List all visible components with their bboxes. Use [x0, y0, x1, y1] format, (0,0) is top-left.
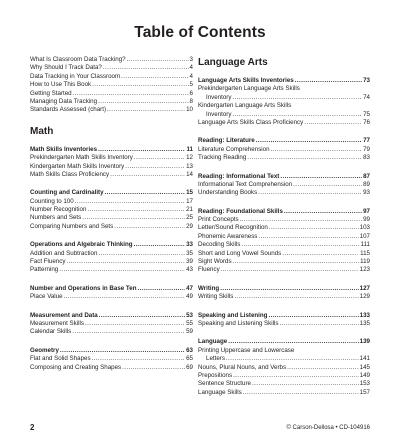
toc-entry-label: Letter/Sound Recognition: [198, 224, 268, 232]
toc-entry-label: Operations and Algebraic Thinking: [30, 241, 133, 249]
toc-leader-dots: [103, 64, 189, 72]
toc-entry-label: Printing Uppercase and Lowercase: [198, 346, 295, 354]
toc-entry-page: 89: [363, 180, 370, 188]
toc-entry-label: Counting and Cardinality: [30, 189, 104, 197]
toc-group: [198, 137, 370, 162]
toc-entry-page: 74: [363, 93, 370, 101]
toc-entry-page: 17: [186, 197, 193, 205]
toc-entry-label: Inventory: [206, 93, 232, 101]
toc-entry-page: 29: [186, 222, 193, 230]
toc-entry-page: 87: [363, 172, 370, 180]
toc-entry: [30, 90, 193, 98]
toc-entry: [198, 293, 370, 301]
toc-entry: [198, 320, 370, 328]
toc-entry: [30, 171, 193, 179]
toc-entry: [30, 73, 193, 81]
toc-intro-group: [30, 56, 193, 115]
toc-entry-page: 153: [359, 380, 370, 388]
toc-entry-page: 5: [189, 81, 193, 89]
toc-entry: [30, 56, 193, 64]
toc-entry-label: Comparing Numbers and Sets: [30, 222, 114, 230]
toc-entry: [198, 208, 370, 216]
toc-entry-page: 15: [186, 189, 193, 197]
toc-leader-dots: [243, 389, 359, 397]
toc-entry-label: Flat and Solid Shapes: [30, 355, 91, 363]
toc-entry: [198, 389, 370, 397]
toc-entry: [30, 285, 193, 293]
toc-entry: [30, 223, 193, 231]
toc-entry-page: 4: [189, 72, 193, 80]
toc-entry-label: Prekindergarten Math Skills Inventory: [30, 154, 133, 162]
toc-entry-label: Tracking Reading: [198, 154, 247, 162]
toc-entry-label: Understanding Books: [198, 189, 258, 197]
toc-entry-label: Numbers and Sets: [30, 214, 82, 222]
toc-entry: [198, 258, 370, 266]
toc-entry: [30, 198, 193, 206]
toc-group: [30, 312, 193, 337]
toc-entry-label: Language Arts Skills Class Proficiency: [198, 118, 304, 126]
right-column: [198, 56, 370, 407]
toc-leader-dots: [228, 338, 358, 346]
toc-entry-page: 65: [186, 355, 193, 363]
toc-leader-dots: [233, 258, 360, 266]
toc-entry-label: Language Arts Skills Inventories: [198, 77, 294, 84]
toc-leader-dots: [258, 189, 362, 197]
toc-entry-page: 157: [359, 388, 370, 396]
toc-entry-label: Composing and Creating Shapes: [30, 363, 122, 371]
toc-entry: [198, 94, 370, 102]
toc-leader-dots: [73, 90, 189, 98]
toc-entry: [198, 233, 370, 241]
toc-entry-label: Measurement and Data: [30, 311, 98, 319]
toc-entry-page: 43: [186, 266, 193, 274]
toc-entry: [198, 173, 370, 181]
toc-entry-page: 49: [186, 293, 193, 301]
toc-entry: [198, 189, 370, 197]
toc-leader-dots: [234, 293, 358, 301]
toc-leader-dots: [247, 154, 362, 162]
toc-entry: [198, 181, 370, 189]
toc-entry: [30, 355, 193, 363]
toc-leader-dots: [110, 171, 185, 179]
toc-entry-page: 35: [186, 249, 193, 257]
toc-entry-label: Inventory: [206, 110, 232, 118]
toc-entry-label: Sight Words: [198, 258, 232, 266]
toc-leader-dots: [75, 198, 185, 206]
toc-entry-page: 53: [186, 311, 193, 319]
toc-leader-dots: [98, 250, 185, 258]
toc-entry-page: 111: [360, 241, 370, 249]
toc-entry: [198, 102, 370, 110]
toc-leader-dots: [287, 364, 359, 372]
toc-group: [30, 241, 193, 275]
copyright-notice: © Carson-Dellosa • CD-104916: [286, 425, 370, 431]
toc-leader-dots: [98, 146, 185, 154]
toc-entry-label: Print Concepts: [198, 216, 239, 224]
toc-leader-dots: [280, 320, 359, 328]
toc-leader-dots: [134, 241, 186, 249]
toc-entry: [30, 328, 193, 336]
toc-entry-page: 10: [186, 106, 193, 114]
toc-leader-dots: [252, 380, 359, 388]
toc-entry-page: 11: [186, 145, 193, 153]
toc-entry-page: 77: [363, 137, 370, 145]
page-footer: [30, 423, 370, 433]
toc-entry-label: How to Use This Book: [30, 81, 92, 89]
toc-leader-dots: [122, 364, 185, 372]
toc-entry: [198, 372, 370, 380]
toc-entry-page: 63: [186, 346, 193, 354]
toc-entry-label: Number Recognition: [30, 206, 87, 214]
toc-entry: [30, 146, 193, 154]
toc-entry-label: Why Should I Track Data?: [30, 64, 102, 72]
toc-group: [198, 285, 370, 302]
toc-entry-label: Prekindergarten Language Arts Skills: [198, 85, 300, 93]
toc-group: [30, 189, 193, 231]
toc-leader-dots: [232, 111, 362, 119]
toc-leader-dots: [232, 94, 362, 102]
toc-entry-label: Writing: [198, 284, 220, 292]
toc-entry: [30, 241, 193, 249]
toc-entry: [198, 338, 370, 346]
toc-entry-page: 21: [186, 206, 193, 214]
toc-group: [30, 347, 193, 372]
toc-leader-dots: [59, 266, 185, 274]
toc-entry-page: 141: [359, 355, 370, 363]
toc-group: [30, 285, 193, 302]
toc-entry: [30, 154, 193, 162]
toc-entry-page: 12: [186, 154, 193, 162]
toc-leader-dots: [295, 77, 362, 85]
toc-group: [198, 173, 370, 198]
toc-entry-label: Sentence Structure: [198, 380, 251, 388]
toc-entry-page: 127: [359, 284, 370, 292]
toc-entry-label: Speaking and Listening Skills: [198, 319, 279, 327]
toc-leader-dots: [85, 320, 185, 328]
toc-entry: [30, 266, 193, 274]
toc-entry-page: 107: [359, 232, 370, 240]
toc-leader-dots: [240, 216, 363, 224]
toc-entry-label: Writing Skills: [198, 293, 234, 301]
toc-entry-page: 25: [186, 214, 193, 222]
toc-entry-page: 8: [189, 97, 193, 105]
left-column: [30, 56, 193, 382]
toc-entry: [198, 85, 370, 93]
toc-entry: [198, 347, 370, 355]
toc-entry: [198, 380, 370, 388]
toc-entry: [198, 355, 370, 363]
toc-group: [198, 338, 370, 397]
toc-entry-page: 103: [359, 224, 370, 232]
toc-entry-page: 33: [186, 241, 193, 249]
toc-entry-label: Calendar Skills: [30, 328, 72, 336]
toc-entry-label: Number and Operations in Base Ten: [30, 284, 137, 292]
toc-entry: [198, 285, 370, 293]
toc-entry-page: 75: [363, 110, 370, 118]
toc-entry-page: 123: [359, 266, 370, 274]
toc-group: [198, 208, 370, 275]
toc-entry-page: 14: [186, 170, 193, 178]
toc-entry: [30, 64, 193, 72]
toc-leader-dots: [125, 163, 185, 171]
toc-entry-label: Letters: [206, 355, 225, 363]
toc-entry: [198, 312, 370, 320]
toc-entry-page: 145: [359, 363, 370, 371]
toc-group: [198, 77, 370, 127]
toc-entry: [198, 154, 370, 162]
toc-entry-label: Getting Started: [30, 89, 72, 97]
toc-entry: [198, 216, 370, 224]
section-heading-language-arts: Language Arts: [198, 57, 268, 68]
toc-entry-page: 99: [363, 216, 370, 224]
toc-entry-label: Informational Text Comprehension: [198, 180, 293, 188]
toc-entry-label: Kindergarten Math Skills Inventory: [30, 162, 125, 170]
toc-entry-page: 73: [363, 77, 370, 84]
toc-entry: [30, 364, 193, 372]
toc-leader-dots: [284, 208, 362, 216]
toc-entry-page: 83: [363, 154, 370, 162]
toc-leader-dots: [66, 258, 185, 266]
toc-entry-page: 59: [186, 328, 193, 336]
toc-leader-dots: [258, 233, 358, 241]
toc-entry-label: Math Skills Class Proficiency: [30, 170, 110, 178]
toc-leader-dots: [82, 214, 185, 222]
toc-entry-label: Reading: Literature: [198, 137, 255, 145]
toc-entry: [30, 163, 193, 171]
toc-entry-label: Reading: Informational Text: [198, 172, 280, 180]
toc-leader-dots: [134, 154, 185, 162]
toc-entry-page: 93: [363, 189, 370, 197]
toc-entry: [30, 347, 193, 355]
toc-entry-page: 115: [360, 249, 370, 257]
toc-entry-label: Fluency: [198, 266, 220, 274]
toc-leader-dots: [64, 293, 186, 301]
toc-entry-page: 139: [359, 338, 370, 346]
toc-entry-label: Measurement Skills: [30, 319, 84, 327]
toc-entry-label: Decoding Skills: [198, 241, 241, 249]
toc-entry: [30, 98, 193, 106]
toc-leader-dots: [127, 56, 189, 64]
toc-leader-dots: [92, 355, 186, 363]
toc-entry: [30, 320, 193, 328]
toc-entry-page: 39: [186, 258, 193, 266]
toc-entry-label: Math Skills Inventories: [30, 145, 98, 153]
toc-entry-page: 79: [363, 145, 370, 153]
toc-entry-label: Standards Assessed (chart): [30, 106, 107, 114]
toc-leader-dots: [304, 119, 362, 127]
page-title: Table of Contents: [134, 24, 266, 41]
toc-entry-page: 133: [359, 311, 370, 319]
toc-leader-dots: [268, 312, 358, 320]
toc-leader-dots: [98, 98, 188, 106]
toc-entry-label: Kindergarten Language Arts Skills: [198, 102, 292, 110]
toc-entry-label: Counting to 100: [30, 197, 74, 205]
toc-entry-page: 129: [359, 293, 370, 301]
toc-entry: [198, 137, 370, 145]
toc-group: [198, 312, 370, 329]
toc-entry-page: 13: [186, 162, 193, 170]
toc-leader-dots: [72, 328, 185, 336]
toc-entry-label: Phonemic Awareness: [198, 232, 258, 240]
toc-leader-dots: [220, 285, 358, 293]
math-groups: [30, 146, 193, 372]
toc-entry-page: 69: [186, 363, 193, 371]
toc-entry-label: Prepositions: [198, 371, 233, 379]
toc-entry-page: 119: [360, 258, 370, 266]
toc-entry: [30, 250, 193, 258]
toc-entry-label: Managing Data Tracking: [30, 97, 98, 105]
toc-entry-label: Literature Comprehension: [198, 145, 270, 153]
page-number: 2: [30, 423, 35, 432]
toc-leader-dots: [293, 181, 362, 189]
toc-entry-label: Place Value: [30, 293, 63, 301]
toc-entry-page: 3: [189, 56, 193, 63]
toc-entry: [30, 106, 193, 114]
toc-entry-label: Geometry: [30, 346, 59, 354]
toc-entry: [198, 250, 370, 258]
toc-entry-label: What Is Classroom Data Tracking?: [30, 56, 126, 63]
toc-entry: [198, 224, 370, 232]
toc-leader-dots: [114, 223, 185, 231]
toc-leader-dots: [282, 250, 359, 258]
toc-entry-label: Short and Long Vowel Sounds: [198, 249, 282, 257]
toc-entry: [30, 189, 193, 197]
toc-entry-label: Patterning: [30, 266, 59, 274]
toc-leader-dots: [107, 106, 185, 114]
toc-entry-label: Language: [198, 338, 228, 346]
toc-leader-dots: [280, 173, 362, 181]
toc-entry-label: Nouns, Plural Nouns, and Verbs: [198, 363, 287, 371]
toc-leader-dots: [99, 312, 185, 320]
toc-entry: [30, 81, 193, 89]
toc-entry: [198, 119, 370, 127]
toc-entry-page: 47: [186, 284, 193, 292]
toc-entry-label: Speaking and Listening: [198, 311, 268, 319]
toc-entry-page: 55: [186, 319, 193, 327]
toc-entry-label: Reading: Foundational Skills: [198, 207, 283, 215]
toc-leader-dots: [226, 355, 359, 363]
toc-entry-page: 135: [359, 319, 370, 327]
toc-leader-dots: [92, 81, 188, 89]
toc-entry: [198, 111, 370, 119]
toc-entry-label: Fact Fluency: [30, 258, 66, 266]
toc-leader-dots: [269, 224, 359, 232]
language-arts-groups: [198, 77, 370, 397]
toc-leader-dots: [256, 137, 362, 145]
section-heading-math: Math: [30, 125, 54, 137]
toc-leader-dots: [241, 241, 359, 249]
toc-entry: [30, 214, 193, 222]
toc-leader-dots: [105, 189, 186, 197]
toc-entry: [198, 266, 370, 274]
toc-entry-page: 6: [189, 89, 193, 97]
toc-entry: [198, 77, 370, 85]
toc-entry: [30, 312, 193, 320]
toc-entry: [198, 241, 370, 249]
toc-entry: [30, 293, 193, 301]
toc-leader-dots: [87, 206, 185, 214]
toc-leader-dots: [137, 285, 185, 293]
toc-leader-dots: [233, 372, 359, 380]
toc-leader-dots: [271, 146, 363, 154]
toc-entry-page: 4: [189, 64, 193, 72]
toc-leader-dots: [221, 266, 359, 274]
toc-group: [30, 146, 193, 180]
toc-entry: [30, 206, 193, 214]
toc-entry-label: Language Skills: [198, 388, 242, 396]
toc-entry-label: Data Tracking in Your Classroom: [30, 72, 121, 80]
toc-entry-label: Addition and Subtraction: [30, 249, 98, 257]
toc-entry: [198, 364, 370, 372]
toc-leader-dots: [60, 347, 185, 355]
toc-entry: [30, 258, 193, 266]
toc-entry: [198, 146, 370, 154]
toc-entry-page: 97: [363, 207, 370, 215]
toc-leader-dots: [121, 73, 188, 81]
toc-entry-page: 149: [359, 371, 370, 379]
toc-entry-page: 76: [363, 118, 370, 126]
